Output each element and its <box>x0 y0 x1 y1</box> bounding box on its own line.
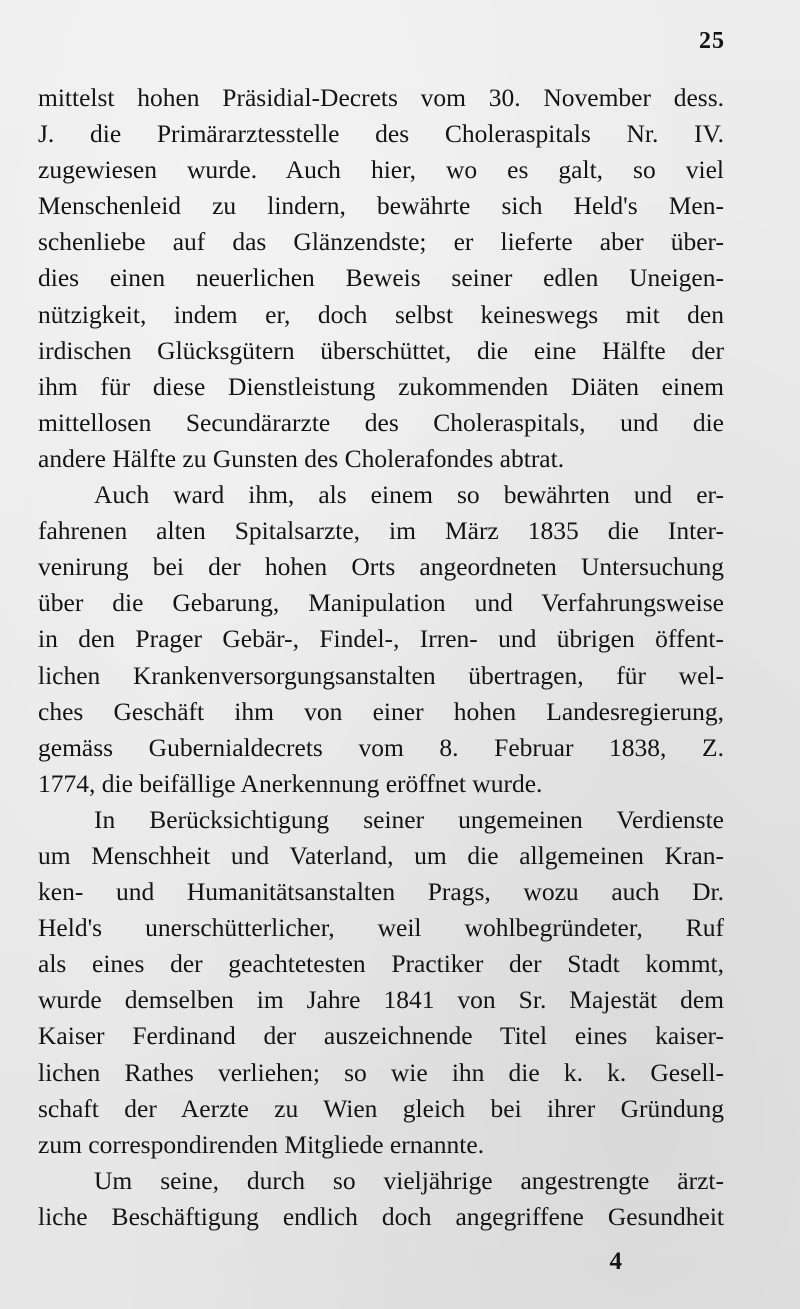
text-line: nützigkeit, indem er, doch selbst keineswegs mit den <box>38 299 724 329</box>
text-line: Held's unerschütterlicher, weil wohlbegründeter, Ruf <box>38 913 724 943</box>
text-line: dies einen neuerlichen Beweis seiner edlen Uneigen- <box>38 263 724 293</box>
text-line: Kaiser Ferdinand der auszeichnende Titel eines kaiser- <box>38 1021 724 1051</box>
text-line: ken- und Humanitätsanstalten Prags, wozu auch Dr. <box>38 877 724 907</box>
text-line: zum correspondirenden Mitgliede ernannte. <box>38 1129 485 1159</box>
text-line: 1774, die beifällige Anerkennung eröffnet wurde. <box>38 768 543 798</box>
text-line: um Menschheit und Vaterland, um die allgemeinen Kran- <box>38 840 724 870</box>
text-line: mittellosen Secundärarzte des Choleraspitals, und die <box>38 407 724 437</box>
text-line: Auch ward ihm, als einem so bewährten und er- <box>94 480 724 510</box>
text-line: andere Hälfte zu Gunsten des Cholerafondes abtrat. <box>38 443 565 473</box>
text-line: mittelst hohen Präsidial-Decrets vom 30. November dess. <box>38 83 724 112</box>
text-line: irdischen Glücksgütern überschüttet, die eine Hälfte der <box>38 335 724 365</box>
text-line: lichen Rathes verliehen; so wie ihn die k. k. Gesell- <box>38 1057 724 1087</box>
text-line: liche Beschäftigung endlich doch angegriffene Gesundheit <box>38 1201 724 1231</box>
text-line: Um seine, durch so vieljährige angestrengte ärzt- <box>94 1165 724 1195</box>
text-line: fahrenen alten Spitalsarzte, im März 1835 die Inter- <box>38 516 724 546</box>
text-line: als eines der geachtetesten Practiker der Stadt kommt, <box>38 949 724 979</box>
text-line: venirung bei der hohen Orts angeordneten Untersuchung <box>38 552 724 582</box>
page-number: 25 <box>699 28 725 54</box>
text-line: wurde demselben im Jahre 1841 von Sr. Majestät dem <box>38 985 724 1015</box>
text-line: Menschenleid zu lindern, bewährte sich Held's Men- <box>38 191 724 221</box>
text-line: lichen Krankenversorgungsanstalten übertragen, für wel- <box>38 660 724 690</box>
text-line: über die Gebarung, Manipulation und Verfahrungsweise <box>38 588 724 618</box>
text-line: gemäss Gubernialdecrets vom 8. Februar 1838, Z. <box>38 732 724 762</box>
text-line: ches Geschäft ihm von einer hohen Landesregierung, <box>38 696 724 726</box>
text-line: ihm für diese Dienstleistung zukommenden Diäten einem <box>38 371 724 401</box>
text-line: J. die Primärarztesstelle des Choleraspitals Nr. IV. <box>38 119 724 149</box>
text-line: zugewiesen wurde. Auch hier, wo es galt, so viel <box>38 155 724 185</box>
text-line: schaft der Aerzte zu Wien gleich bei ihrer Gründung <box>38 1093 724 1123</box>
body-text <box>38 80 724 1235</box>
text-line: schenliebe auf das Glänzendste; er lieferte aber über- <box>38 227 724 257</box>
signature-mark: 4 <box>609 1248 622 1275</box>
text-line: In Berücksichtigung seiner ungemeinen Verdienste <box>94 804 724 834</box>
text-line: in den Prager Gebär-, Findel-, Irren- und übrigen öffent- <box>38 624 724 654</box>
